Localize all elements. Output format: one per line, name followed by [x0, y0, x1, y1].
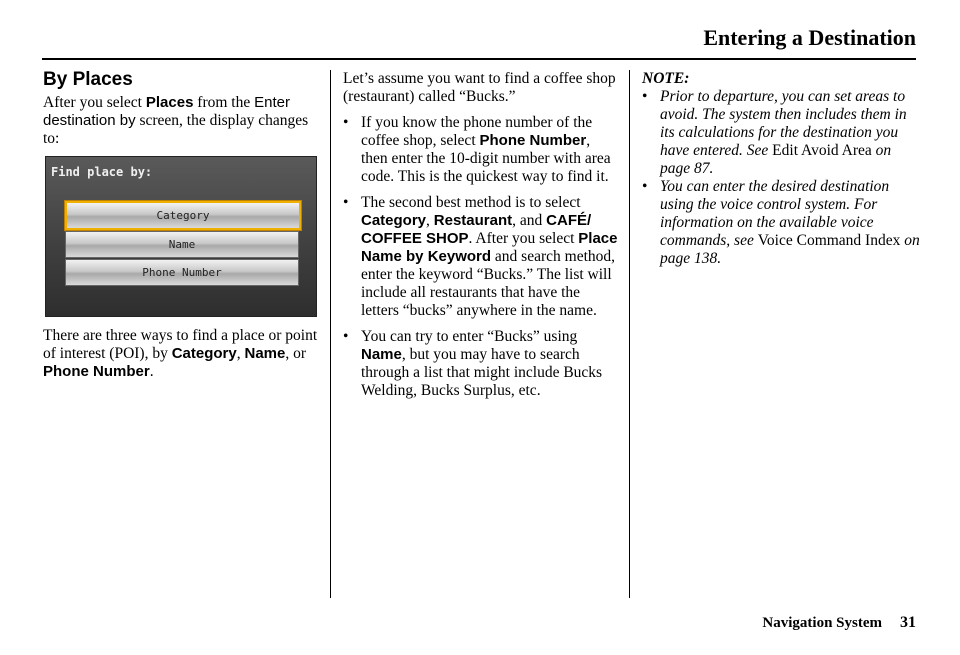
text: Prior to departure, you can set areas to avoid. The system then includes them in its calculations for the destination you have entered. See — [660, 88, 907, 159]
list-item — [343, 114, 618, 186]
place-name-by-keyword-term: Place Name by Keyword — [361, 230, 618, 265]
enter-destination-term: Enter destination by — [43, 94, 290, 129]
category-term: Category — [361, 212, 427, 229]
text: on page 138. — [660, 232, 920, 267]
text: There are three ways to find a place or point of interest (POI), by — [43, 327, 318, 362]
section-title: By Places — [43, 69, 133, 90]
list-item — [343, 328, 618, 400]
text: , but you may have to search through a list that might include Bucks Welding, Bucks Surplus, etc. — [361, 346, 603, 399]
text: . — [149, 363, 154, 380]
text: , then enter the 10-digit number with area code. This is the quickest way to find it. — [361, 132, 611, 185]
voice-command-index-reference: Voice Command Index — [757, 232, 901, 249]
text: and search method, enter the keyword “Bucks.” The list will include all restaurants that have the letters “bucks” anywhere in the name. — [361, 248, 616, 319]
column-1 — [43, 69, 318, 381]
assume-paragraph: Let’s assume you want to find a coffee shop (restaurant) called “Bucks.” — [343, 70, 616, 105]
phone-number-term: Phone Number — [479, 132, 587, 149]
header-rule — [42, 58, 916, 60]
footer-label: Navigation System — [762, 615, 882, 631]
text: , and — [512, 212, 547, 229]
text: screen, the display changes to: — [43, 112, 309, 147]
name-term: Name — [244, 345, 286, 362]
screen-category-button: Category — [65, 201, 301, 230]
text: You can enter the desired destination using the voice control system. For information on the available voice commands, see — [660, 178, 890, 249]
name-term: Name — [361, 346, 402, 363]
method-list — [343, 114, 618, 400]
column-divider — [330, 70, 331, 598]
text: The second best method is to select — [361, 194, 581, 211]
column-2 — [343, 70, 618, 408]
text: , or — [285, 345, 307, 362]
ways-paragraph — [43, 327, 318, 381]
text: . After you select — [468, 230, 579, 247]
cafe-coffee-shop-term: CAFÉ/ COFFEE SHOP — [361, 212, 592, 247]
text: If you know the phone number of the coffee shop, select — [361, 114, 593, 149]
find-place-screen-image — [45, 156, 317, 317]
page-header-title: Entering a Destination — [703, 25, 916, 50]
category-term: Category — [171, 345, 237, 362]
column-3 — [642, 70, 922, 268]
edit-avoid-area-reference: Edit Avoid Area — [772, 142, 872, 159]
intro-paragraph — [43, 94, 318, 148]
list-item — [642, 88, 922, 178]
places-term: Places — [145, 94, 194, 111]
page-footer — [762, 614, 916, 632]
text: , — [236, 345, 245, 362]
list-item — [642, 178, 922, 268]
page-number: 31 — [900, 614, 916, 631]
screen-name-button: Name — [65, 231, 299, 258]
text: from the — [193, 94, 255, 111]
screen-title: Find place by: — [51, 165, 153, 179]
screen-phone-number-button: Phone Number — [65, 259, 299, 286]
text: , — [426, 212, 434, 229]
list-item — [343, 194, 618, 320]
note-label: NOTE: — [642, 70, 690, 87]
restaurant-term: Restaurant — [433, 212, 513, 229]
text: on page 87. — [660, 142, 892, 177]
text: You can try to enter “Bucks” using — [361, 328, 578, 345]
column-divider — [629, 70, 630, 598]
text: After you select — [43, 94, 146, 111]
phone-number-term: Phone Number — [43, 363, 150, 380]
note-list — [642, 88, 922, 268]
